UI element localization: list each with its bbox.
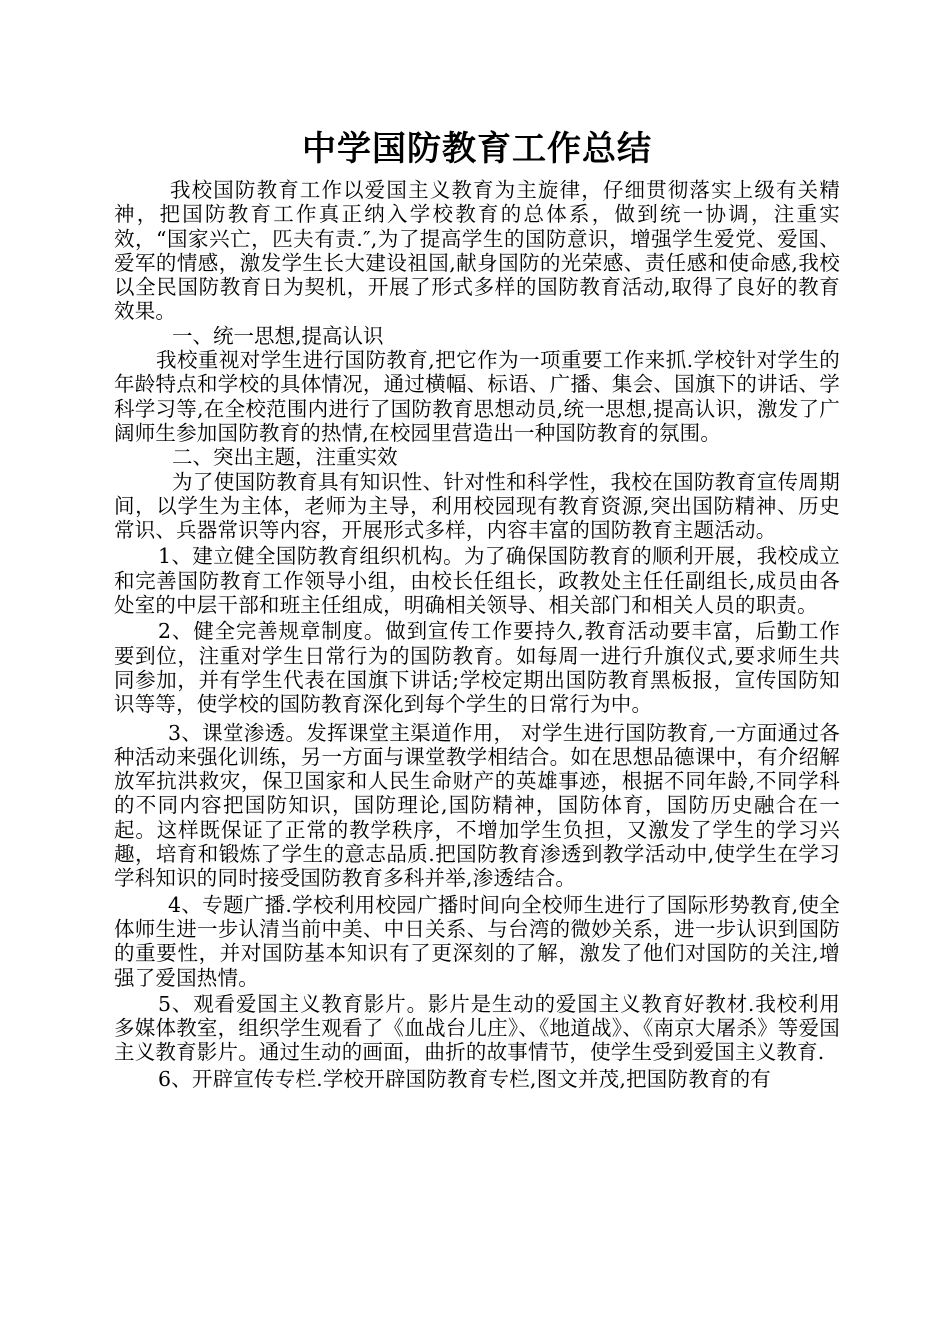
item-5-paragraph: 5、观看爱国主义教育影片。影片是生动的爱国主义教育好教材.我校利用多媒体教室，组织学生观看了《血战台儿庄》、《地道战》、《南京大屠杀》等爱国主义教育影片。通过生动的画面，曲折的故事情节，使学生受到爱国主义教育. [114, 991, 840, 1065]
item-4-paragraph: 4、专题广播.学校利用校园广播时间向全校师生进行了国际形势教育,使全体师生进一步认清当前中美、中日关系、与台湾的微妙关系，进一步认识到国防的重要性，并对国防基本知识有了更深刻的了解，激发了他们对国防的关注,增强了爱国热情。 [114, 892, 840, 990]
item-1-paragraph: 1、建立健全国防教育组织机构。为了确保国防教育的顺利开展，我校成立和完善国防教育工作领导小组，由校长任组长，政教处主任任副组长,成员由各处室的中层干部和班主任组成，明确相关领导、相关部门和相关人员的职责。 [114, 544, 840, 618]
item-2-paragraph: 2、健全完善规章制度。做到宣传工作要持久,教育活动要丰富，后勤工作要到位，注重对学生日常行为的国防教育。如每周一进行升旗仪式,要求师生共同参加，并有学生代表在国旗下讲话;学校定期出国防教育黑板报，宣传国防知识等等，使学校的国防教育深化到每个学生的日常行为中。 [114, 619, 840, 717]
item-6-paragraph: 6、开辟宣传专栏.学校开辟国防教育专栏,图文并茂,把国防教育的有 [158, 1066, 771, 1091]
section-1-heading: 一、统一思想,提高认识 [172, 323, 384, 348]
document-page [114, 122, 840, 1091]
section-2-paragraph: 为了使国防教育具有知识性、针对性和科学性，我校在国防教育宣传周期间，以学生为主体，老师为主导，利用校园现有教育资源,突出国防精神、历史常识、兵器常识等内容，开展形式多样，内容丰富的国防教育主题活动。 [114, 469, 840, 543]
intro-paragraph: 我校国防教育工作以爱国主义教育为主旋律，仔细贯彻落实上级有关精神，把国防教育工作真正纳入学校教育的总体系，做到统一协调，注重实效，“国家兴亡，匹夫有责.″,为了提高学生的国防意识，增强学生爱党、爱国、爱军的情感，激发学生长大建设祖国,献身国防的光荣感、责任感和使命感,我校以全民国防教育日为契机，开展了形式多样的国防教育活动,取得了良好的教育效果。 [114, 178, 840, 324]
item-3-paragraph: 3、课堂渗透。发挥课堂主渠道作用， 对学生进行国防教育,一方面通过各种活动来强化训练，另一方面与课堂教学相结合。如在思想品德课中，有介绍解放军抗洪救灾，保卫国家和人民生命财产的英雄事迹，根据不同年龄,不同学科的不同内容把国防知识，国防理论,国防精神，国防体育，国防历史融合在一起。这样既保证了正常的教学秩序，不增加学生负担，又激发了学生的学习兴趣，培育和锻炼了学生的意志品质.把国防教育渗透到教学活动中,使学生在学习学科知识的同时接受国防教育多科并举,渗透结合。 [114, 720, 840, 891]
section-2-heading: 二、突出主题，注重实效 [172, 445, 398, 470]
document-title: 中学国防教育工作总结 [302, 129, 652, 169]
section-1-paragraph: 我校重视对学生进行国防教育,把它作为一项重要工作来抓.学校针对学生的年龄特点和学校的具体情况，通过横幅、标语、广播、集会、国旗下的讲话、学科学习等,在全校范围内进行了国防教育思想动员,统一思想,提高认识，激发了广阔师生参加国防教育的热情,在校园里营造出一种国防教育的氛围。 [114, 348, 840, 445]
